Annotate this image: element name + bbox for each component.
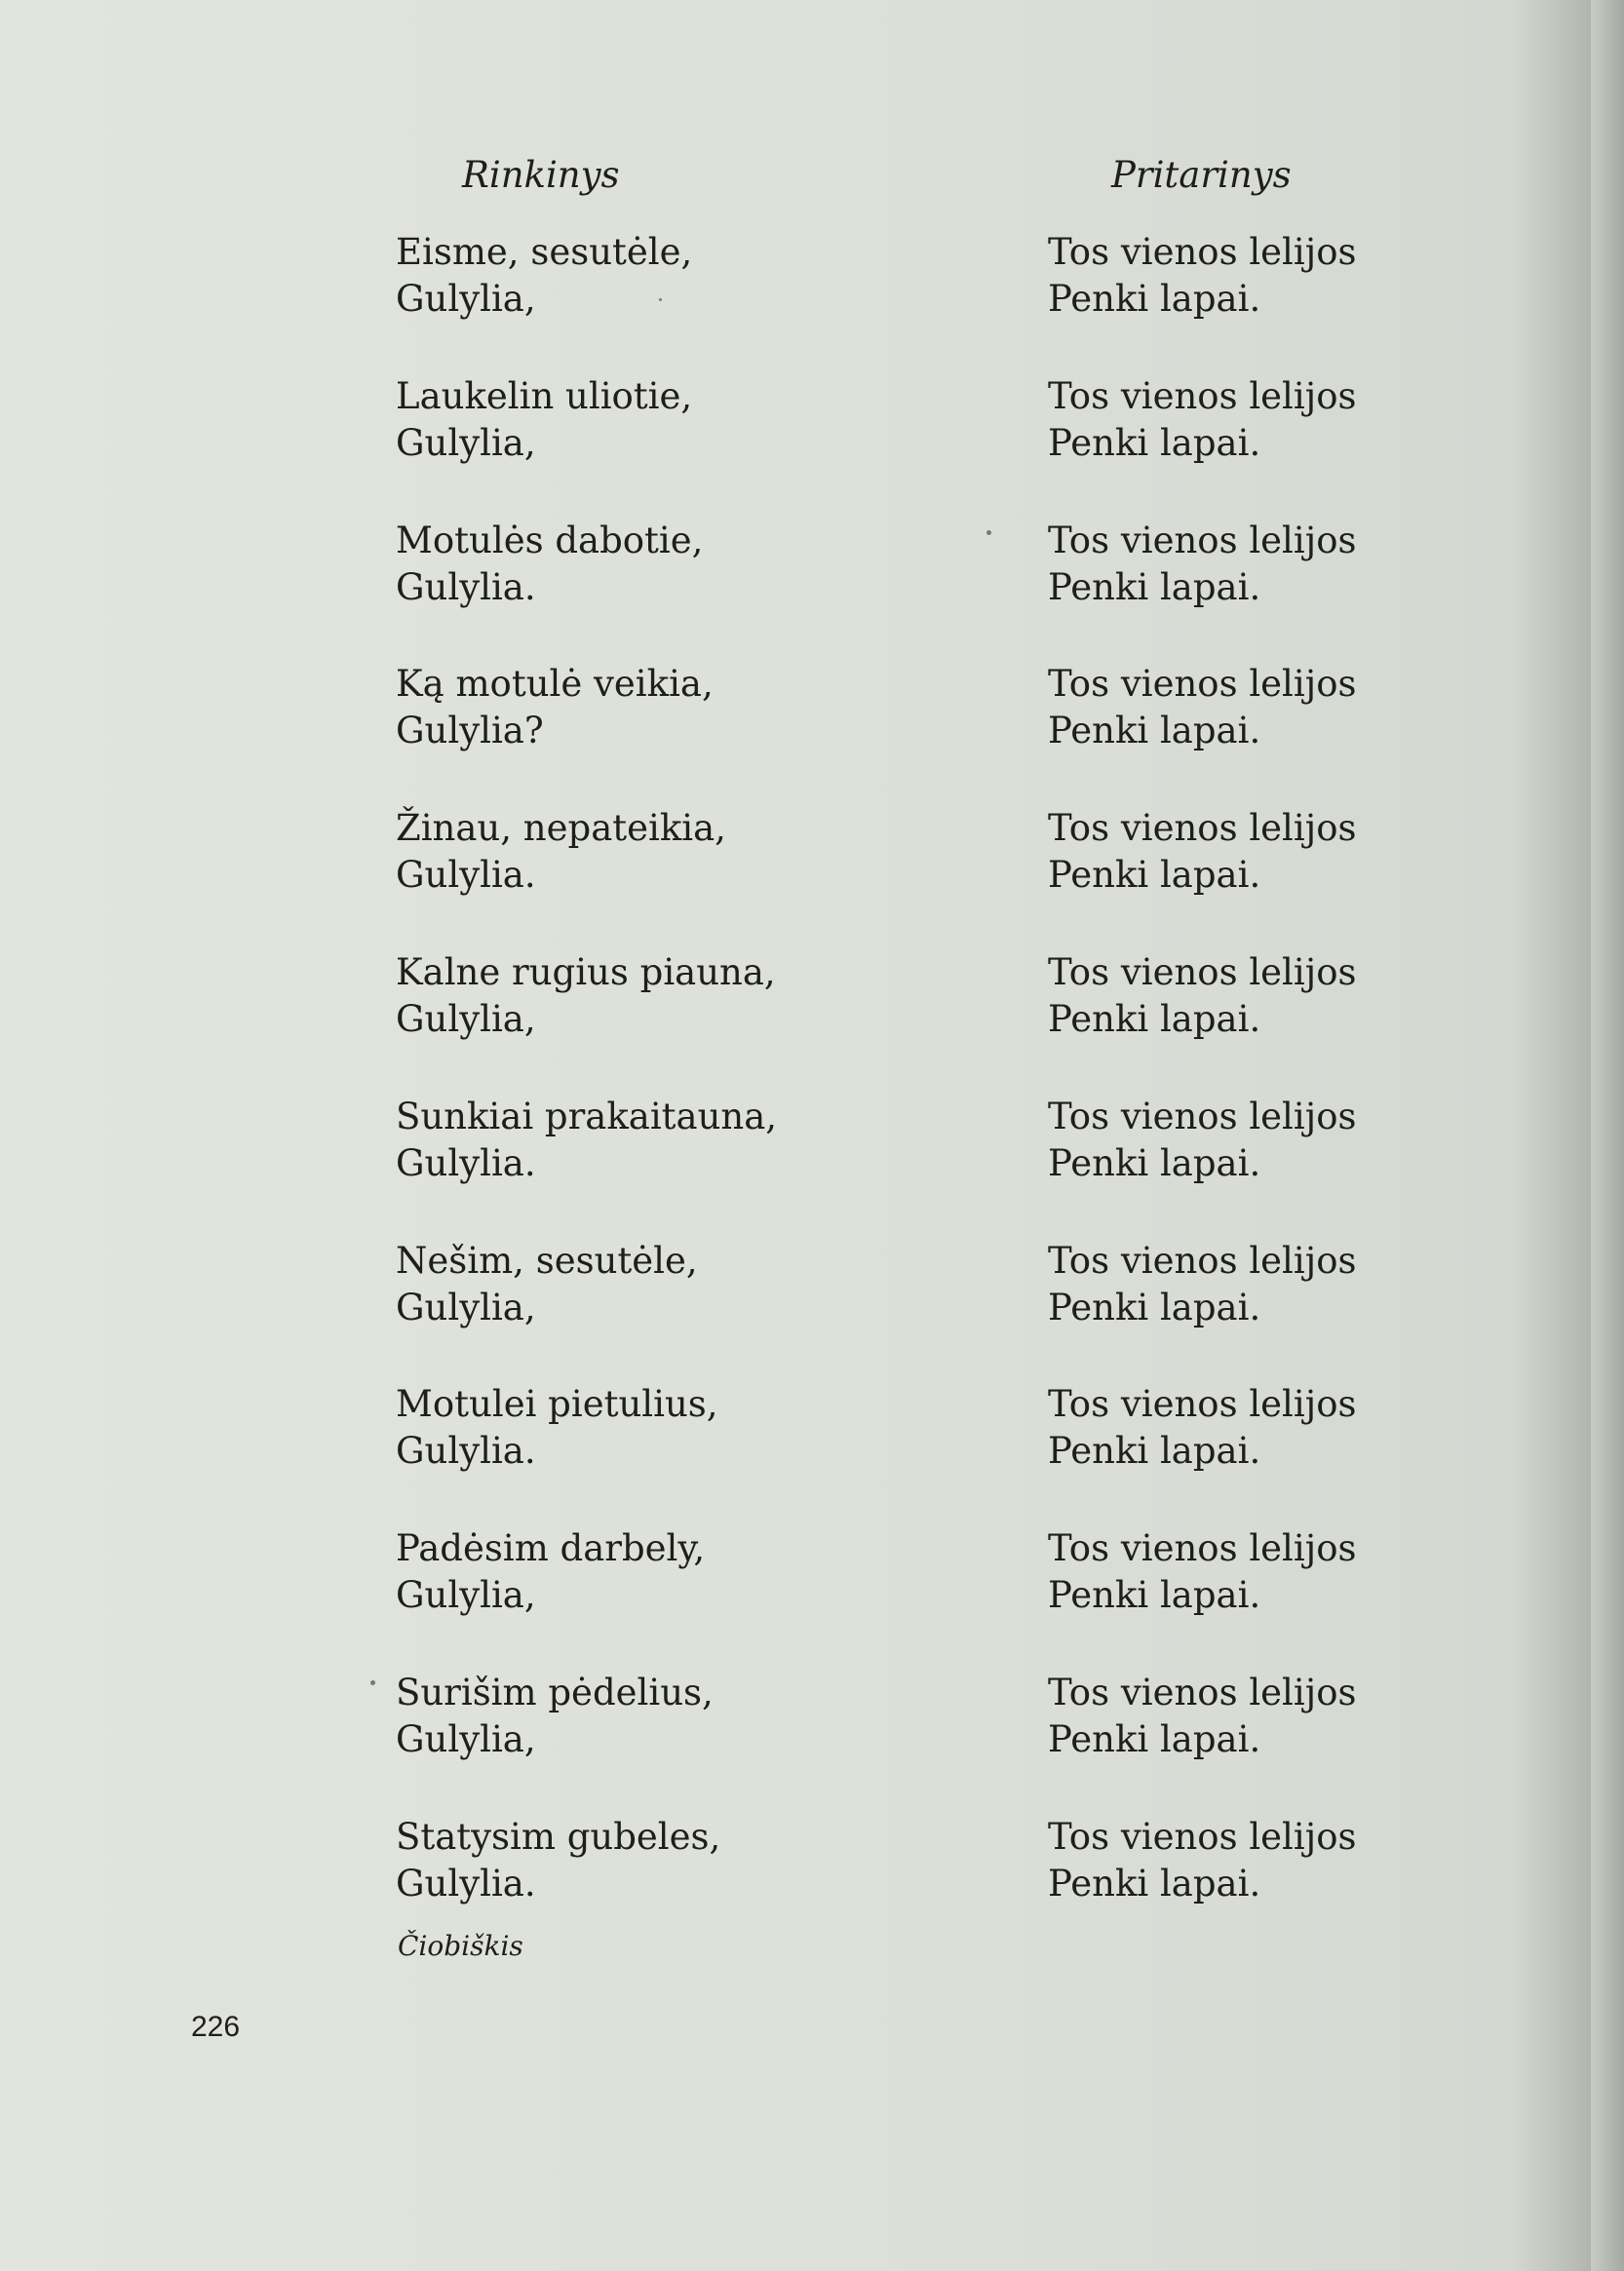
pritarinys-stanza <box>1048 1238 1356 1331</box>
verse-line: Žinau, nepateikia, <box>396 807 726 849</box>
place-signature: Čiobiškis <box>398 1930 523 1962</box>
verse-line: Ką motulė veikia, <box>396 663 714 705</box>
verse-line: Gulylia, <box>396 1718 536 1760</box>
verse-line: Motulės dabotie, <box>396 520 704 561</box>
verse-line: Tos vienos lelijos <box>1048 1383 1357 1425</box>
verse-line: Penki lapai. <box>1048 710 1261 751</box>
verse-line: Tos vienos lelijos <box>1048 231 1357 273</box>
verse-line: Penki lapai. <box>1048 422 1261 464</box>
verse-line: Gulylia, <box>396 998 536 1040</box>
rinkinys-stanza <box>396 661 714 754</box>
column-header-pritarinys: Pritarinys <box>1111 154 1292 196</box>
rinkinys-stanza <box>396 949 776 1043</box>
pritarinys-stanza <box>1048 949 1356 1043</box>
verse-line: Gulylia. <box>396 1863 536 1905</box>
rinkinys-stanza <box>396 1814 720 1907</box>
verse-line: Gulylia? <box>396 710 544 751</box>
verse-line: Tos vienos lelijos <box>1048 520 1357 561</box>
verse-line: Kalne rugius piauna, <box>396 951 776 993</box>
verse-line: Motulei pietulius, <box>396 1383 718 1425</box>
verse-line: Eisme, sesutėle, <box>396 231 693 273</box>
verse-line: Tos vienos lelijos <box>1048 1816 1357 1858</box>
print-speck <box>659 298 662 301</box>
verse-line: Tos vienos lelijos <box>1048 807 1357 849</box>
verse-line: Tos vienos lelijos <box>1048 951 1357 993</box>
verse-line: Penki lapai. <box>1048 566 1261 608</box>
verse-line: Penki lapai. <box>1048 998 1261 1040</box>
pritarinys-stanza <box>1048 229 1356 323</box>
verse-line: Penki lapai. <box>1048 1287 1261 1328</box>
verse-line: Sunkiai prakaitauna, <box>396 1096 778 1137</box>
column-header-rinkinys: Rinkinys <box>462 154 620 196</box>
rinkinys-stanza <box>396 1381 718 1475</box>
rinkinys-stanza <box>396 229 692 323</box>
rinkinys-stanza <box>396 1238 698 1331</box>
verse-line: Gulylia, <box>396 1287 536 1328</box>
rinkinys-stanza <box>396 373 692 467</box>
print-speck <box>986 530 991 535</box>
pritarinys-stanza <box>1048 1094 1356 1187</box>
verse-line: Surišim pėdelius, <box>396 1672 714 1713</box>
verse-line: Gulylia, <box>396 1574 536 1616</box>
verse-line: Gulylia, <box>396 278 536 320</box>
pritarinys-stanza <box>1048 1814 1356 1907</box>
pritarinys-stanza <box>1048 518 1356 611</box>
verse-line: Tos vienos lelijos <box>1048 375 1357 417</box>
rinkinys-stanza <box>396 805 726 899</box>
verse-line: Statysim gubeles, <box>396 1816 721 1858</box>
verse-line: Gulylia, <box>396 422 536 464</box>
verse-line: Penki lapai. <box>1048 1863 1261 1905</box>
pritarinys-stanza <box>1048 1381 1356 1475</box>
verse-line: Penki lapai. <box>1048 1718 1261 1760</box>
page-number: 226 <box>191 2011 241 2043</box>
verse-line: Tos vienos lelijos <box>1048 663 1357 705</box>
verse-line: Gulylia. <box>396 1142 536 1184</box>
pritarinys-stanza <box>1048 1525 1356 1619</box>
rinkinys-stanza <box>396 1094 777 1187</box>
pritarinys-stanza <box>1048 661 1356 754</box>
verse-line: Penki lapai. <box>1048 854 1261 896</box>
verse-line: Gulylia. <box>396 1430 536 1472</box>
verse-line: Laukelin uliotie, <box>396 375 693 417</box>
verse-line: Nešim, sesutėle, <box>396 1240 698 1282</box>
verse-line: Penki lapai. <box>1048 1430 1261 1472</box>
rinkinys-stanza <box>396 1670 714 1763</box>
verse-line: Tos vienos lelijos <box>1048 1527 1357 1569</box>
pritarinys-stanza <box>1048 1670 1356 1763</box>
pritarinys-stanza <box>1048 373 1356 467</box>
verse-line: Gulylia. <box>396 566 536 608</box>
verse-line: Penki lapai. <box>1048 1142 1261 1184</box>
print-speck <box>370 1680 375 1685</box>
verse-line: Padėsim darbely, <box>396 1527 706 1569</box>
pritarinys-stanza <box>1048 805 1356 899</box>
rinkinys-stanza <box>396 1525 705 1619</box>
verse-line: Penki lapai. <box>1048 1574 1261 1616</box>
verse-line: Gulylia. <box>396 854 536 896</box>
verse-line: Penki lapai. <box>1048 278 1261 320</box>
rinkinys-stanza <box>396 518 703 611</box>
verse-line: Tos vienos lelijos <box>1048 1096 1357 1137</box>
verse-line: Tos vienos lelijos <box>1048 1672 1357 1713</box>
page-binding-edge <box>1591 0 1624 2271</box>
verse-line: Tos vienos lelijos <box>1048 1240 1357 1282</box>
